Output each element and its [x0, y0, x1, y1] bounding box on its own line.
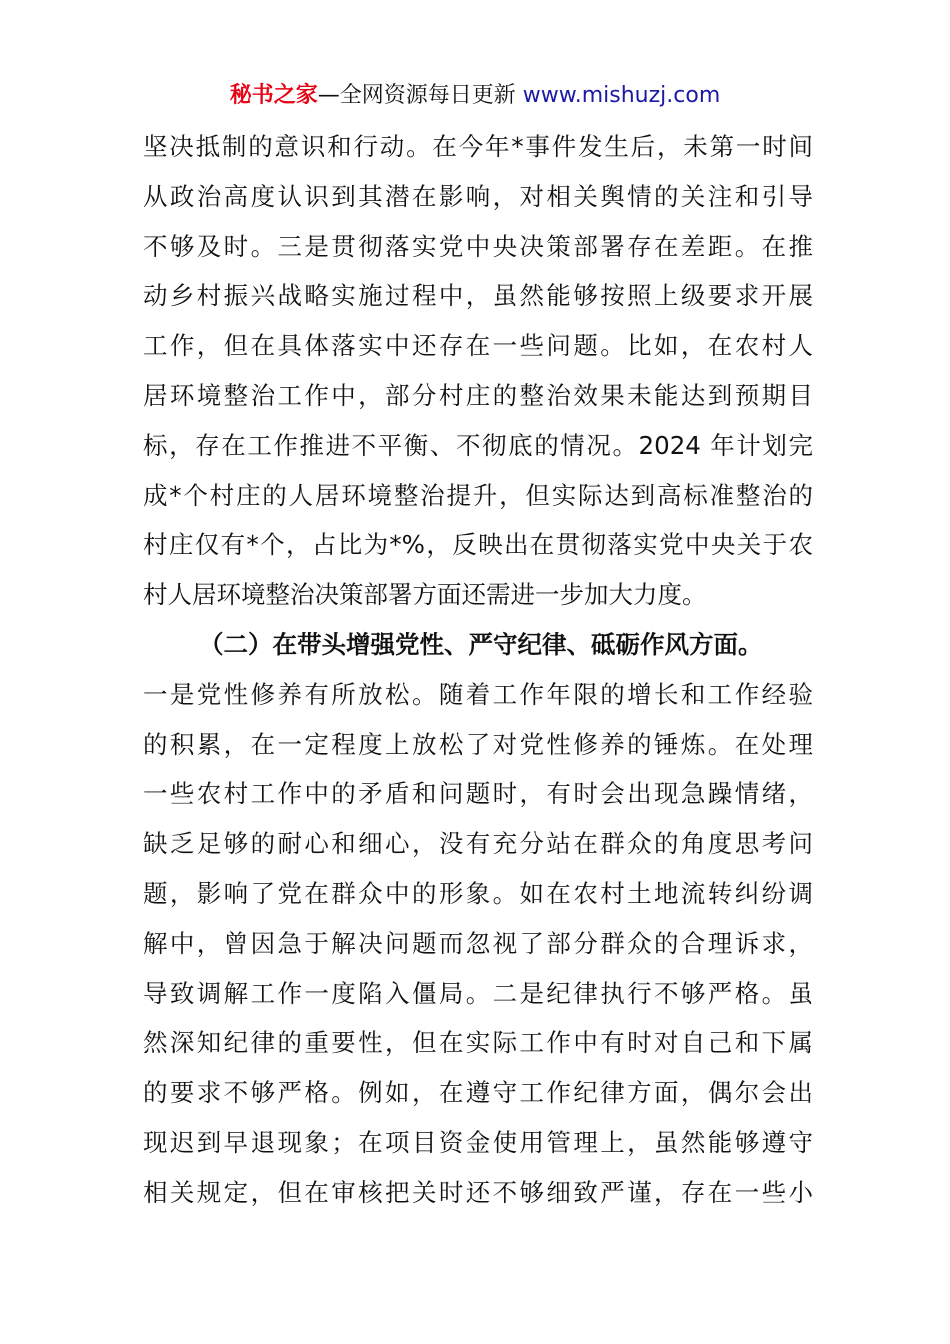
text-line: 标，存在工作推进不平衡、不彻底的情况。2024 年计划完 — [143, 430, 813, 460]
text-line: 村人居环境整治决策部署方面还需进一步加大力度。 — [143, 580, 707, 610]
text-line: 村庄仅有*个，占比为*%，反映出在贯彻落实党中央关于农 — [143, 530, 813, 560]
text-line: 居环境整治工作中，部分村庄的整治效果未能达到预期目 — [143, 380, 813, 410]
text-line: 的积累，在一定程度上放松了对党性修养的锤炼。在处理 — [143, 729, 813, 759]
document-body — [143, 122, 813, 1218]
text-line: 一些农村工作中的矛盾和问题时，有时会出现急躁情绪， — [143, 779, 813, 809]
text-line: 一是党性修养有所放松。随着工作年限的增长和工作经验 — [143, 679, 813, 709]
site-brand: 秘书之家 — [229, 83, 318, 108]
text-line: 不够及时。三是贯彻落实党中央决策部署存在差距。在推 — [143, 231, 813, 261]
site-tagline: —全网资源每日更新 — [317, 83, 523, 108]
text-line: 坚决抵制的意识和行动。在今年*事件发生后，未第一时间 — [143, 132, 813, 161]
text-line: 相关规定，但在审核把关时还不够细致严谨，存在一些小 — [143, 1177, 813, 1207]
text-line: 然深知纪律的重要性，但在实际工作中有时对自己和下属 — [143, 1028, 813, 1058]
site-url-link[interactable]: www.mishuzj.com — [522, 83, 721, 108]
text-line: 现迟到早退现象；在项目资金使用管理上，虽然能够遵守 — [143, 1127, 813, 1157]
site-header — [0, 80, 950, 112]
section-heading: （二）在带头增强党性、严守纪律、砥砺作风方面。 — [199, 629, 763, 659]
text-line: 动乡村振兴战略实施过程中，虽然能够按照上级要求开展 — [143, 281, 813, 311]
text-line: 工作，但在具体落实中还存在一些问题。比如，在农村人 — [143, 331, 813, 361]
text-line: 成*个村庄的人居环境整治提升，但实际达到高标准整治的 — [143, 480, 813, 510]
text-line: 从政治高度认识到其潜在影响，对相关舆情的关注和引导 — [143, 181, 813, 211]
text-line: 导致调解工作一度陷入僵局。二是纪律执行不够严格。虽 — [143, 978, 813, 1008]
text-line: 缺乏足够的耐心和细心，没有充分站在群众的角度思考问 — [143, 829, 813, 859]
text-line: 的要求不够严格。例如，在遵守工作纪律方面，偶尔会出 — [143, 1078, 813, 1108]
text-line: 题，影响了党在群众中的形象。如在农村土地流转纠纷调 — [143, 878, 813, 908]
text-line: 解中，曾因急于解决问题而忽视了部分群众的合理诉求， — [143, 928, 813, 958]
